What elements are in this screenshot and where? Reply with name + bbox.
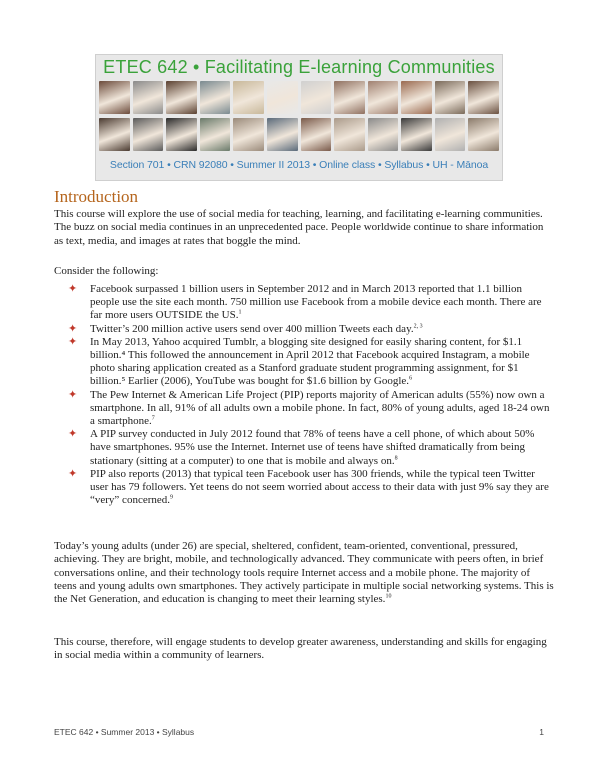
participant-photo xyxy=(334,118,365,151)
participant-photo xyxy=(435,118,466,151)
participant-photo xyxy=(200,81,231,114)
participant-photo xyxy=(99,81,130,114)
intro-paragraph: This course will explore the use of social media for teaching, learning, and facilitating e-learning communities. The buzz on social media continues in an unprecedented pace. People worldwide continue to share information as text, media, and images at rates that boggle the mind. xyxy=(54,208,544,247)
facts-list xyxy=(54,283,554,507)
participant-photo xyxy=(334,81,365,114)
list-item: ✦ A PIP survey conducted in July 2012 found that 78% of teens have a cell phone, of which about 50% have smartphones. 95% use the Internet. Internet use of teens have shifted dramatically from being stationary (sitting at a computer) to one that is mobile and always on.$^8$ xyxy=(68,428,535,467)
bullet-icon: ✦ xyxy=(68,322,78,335)
course-subtitle: Section 701 • CRN 92080 • Summer II 2013 • Online class • Syllabus • UH - Mānoa xyxy=(109,159,489,171)
list-item: ✦ PIP also reports (2013) that typical teen Facebook user has 300 friends, while the typical teen Twitter user has 79 followers. Yet teens do not seem worried about access to their data with just 9% say they are “very” concerned.$^9$ xyxy=(68,467,549,507)
participant-photo xyxy=(233,81,264,114)
participant-photo xyxy=(166,81,197,114)
list-item: ✦ The Pew Internet & American Life Project (PIP) reports majority of American adults (55%) now own a smartphone. In all, 91% of all adults own a mobile phone. In fact, 80% of young adults, aged 18-24 own a smartphone.$^7$ xyxy=(68,388,550,428)
young-adults-paragraph: Today’s young adults (under 26) are special, sheltered, confident, team-oriented, conventional, pressured, achieving. They are bright, mobile, and technologically advanced. They communicate with peers often, in brief conversations online, and their technology tools require Internet access and a mobile phone. The majority of teens and young adults own smartphones. They actively participate in multiple social networking systems. This is the Net Generation, and education is changing to meet their learning styles.$^{10}$ xyxy=(54,540,554,606)
consider-paragraph: Consider the following: xyxy=(54,265,159,277)
bullet-icon: ✦ xyxy=(68,335,78,348)
participant-photo xyxy=(267,118,298,151)
course-banner xyxy=(95,54,503,181)
participant-photo xyxy=(133,81,164,114)
participant-photo xyxy=(133,118,164,151)
participant-photo xyxy=(99,118,130,151)
course-title: ETEC 642 • Facilitating E-learning Communities xyxy=(103,57,495,77)
list-item: ✦ In May 2013, Yahoo acquired Tumblr, a blogging site designed for easily sharing content, for $1.1 billion.⁴ This followed the announcement in April 2012 that Facebook acquired Instagram, a mobile photo sharing application created as a Stanford graduate student programming assignment, for $1 billion.⁵ Earlier (2006), YouTube was bought for $1.6 billion by Google.$^6$ xyxy=(68,335,530,388)
bullet-icon: ✦ xyxy=(68,388,78,401)
participant-photo xyxy=(166,118,197,151)
participant-photo xyxy=(267,81,298,114)
participant-photo xyxy=(368,118,399,151)
participant-photo xyxy=(468,81,499,114)
participant-photo xyxy=(401,81,432,114)
list-item: ✦ Facebook surpassed 1 billion users in September 2012 and in March 2013 reported that 1.1 billion people use the site each month. 750 million use Facebook from a mobile device each month. There are far more users OUTSIDE the US.$^1$ xyxy=(68,283,542,322)
bullet-icon: ✦ xyxy=(68,467,78,480)
participant-photo xyxy=(301,81,332,114)
participant-photo xyxy=(435,81,466,114)
page-number: 1 xyxy=(539,727,544,737)
photo-grid xyxy=(96,81,502,151)
participant-photo xyxy=(368,81,399,114)
course-paragraph: This course, therefore, will engage students to develop greater awareness, understanding and skills for engaging in social media within a community of learners. xyxy=(54,636,547,662)
bullet-icon: ✦ xyxy=(68,283,78,295)
footer-text: ETEC 642 • Summer 2013 • Syllabus xyxy=(54,727,195,737)
participant-photo xyxy=(233,118,264,151)
bullet-icon: ✦ xyxy=(68,428,78,441)
participant-photo xyxy=(200,118,231,151)
participant-photo xyxy=(468,118,499,151)
participant-photo xyxy=(301,118,332,151)
list-item: ✦ Twitter’s 200 million active users send over 400 million Tweets each day.$^{2, 3}$ xyxy=(68,322,423,335)
section-heading: Introduction xyxy=(54,187,139,206)
participant-photo xyxy=(401,118,432,151)
